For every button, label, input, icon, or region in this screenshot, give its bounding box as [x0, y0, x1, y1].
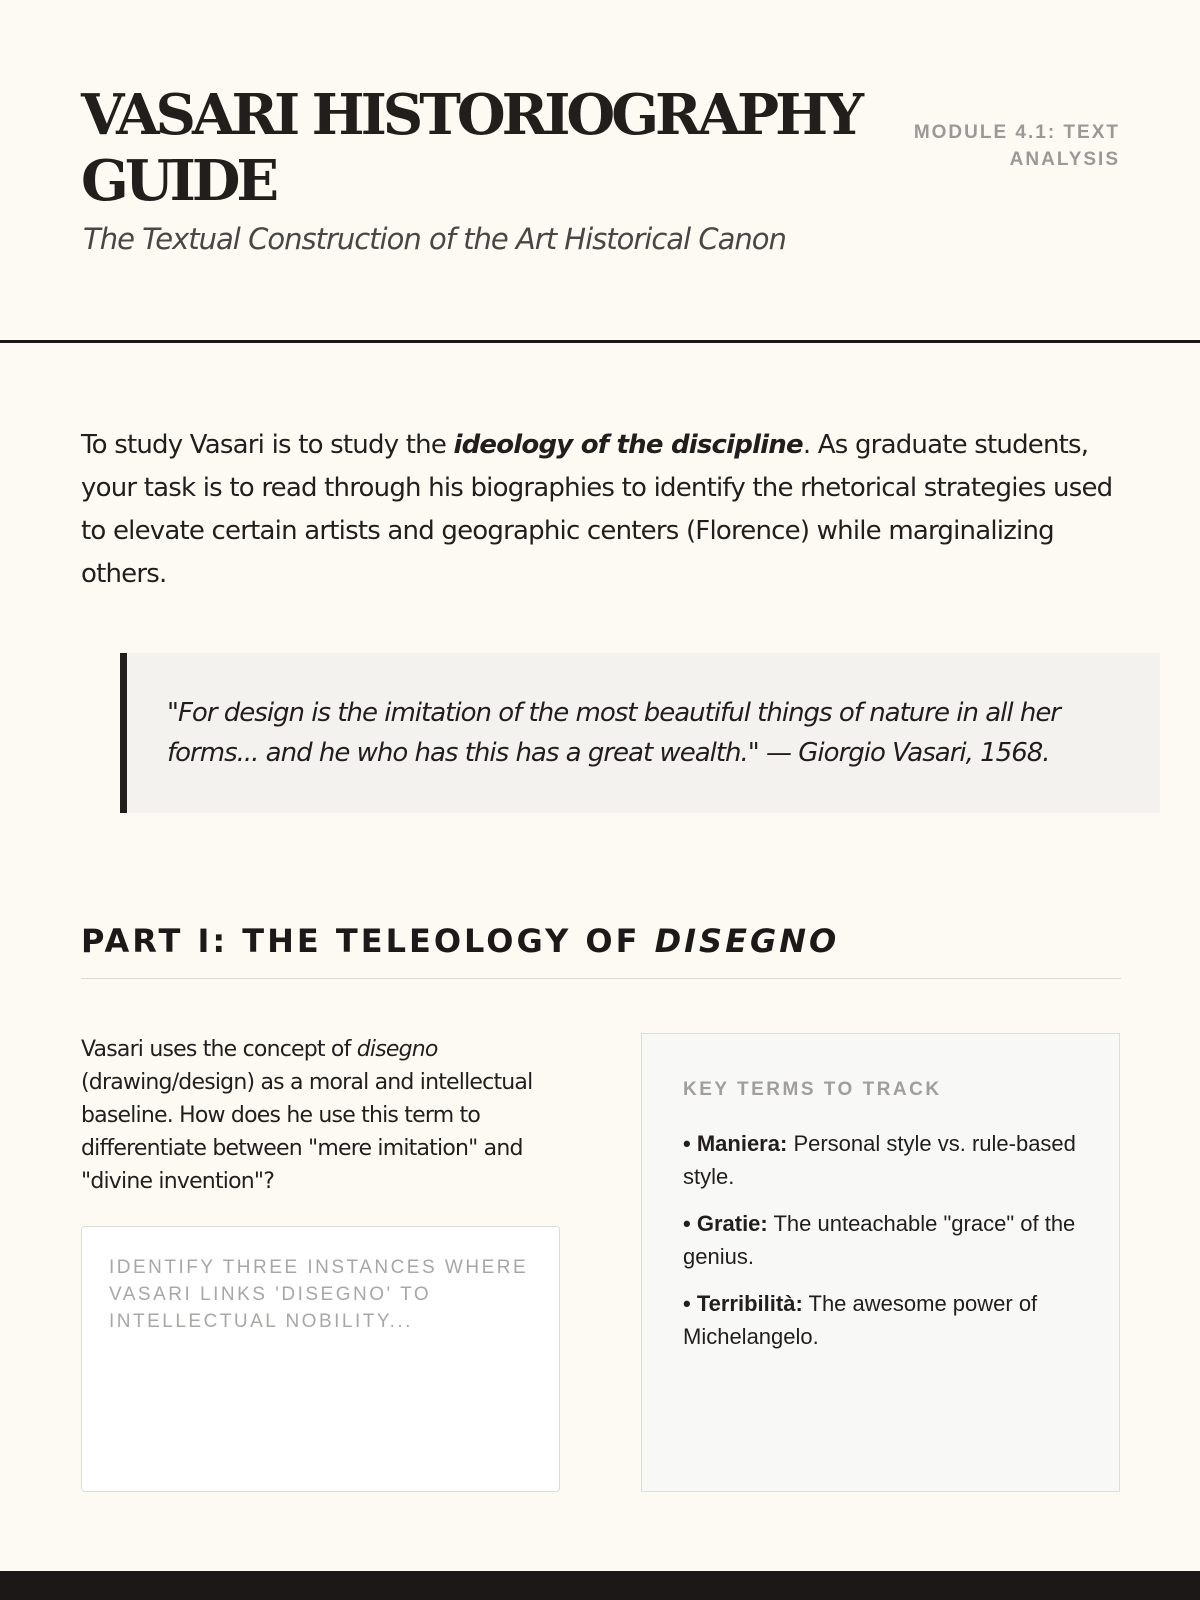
- key-terms-card: [641, 1033, 1120, 1492]
- question-emphasis: disegno: [356, 1037, 438, 1062]
- module-label: MODULE 4.1: TEXT ANALYSIS: [913, 122, 1120, 170]
- question-text-end: (drawing/design) as a moral and intellectual baseline. How does he use this term to differentiate between "mere imitation" and "divine invention"?: [81, 1070, 533, 1194]
- page-title: VASARI HISTORIOGRAPHY GUIDE: [81, 82, 860, 214]
- intro-paragraph: [81, 424, 1126, 596]
- key-term-name: Terribilità:: [696, 1291, 803, 1316]
- bullet-icon: •: [683, 1131, 691, 1156]
- bullet-icon: •: [683, 1291, 691, 1316]
- key-term-definition: The unteachable "grace" of the genius.: [683, 1211, 1076, 1269]
- intro-text-start: To study Vasari is to study the: [81, 430, 454, 460]
- answer-textarea[interactable]: [81, 1226, 560, 1492]
- part-one-heading-emphasis: DISEGNO: [654, 922, 840, 960]
- quote-text: "For design is the imitation of the most beautiful things of nature in all her forms... and he who has this has a great wealth." — Giorgio Vasari, 1568.: [167, 698, 1061, 768]
- key-term-item: [683, 1127, 1078, 1193]
- part-one-divider: [81, 978, 1121, 979]
- disegno-question: [81, 1033, 561, 1198]
- key-term-definition: Personal style vs. rule-based style.: [683, 1131, 1076, 1189]
- key-term-definition: The awesome power of Michelangelo.: [683, 1291, 1038, 1349]
- key-terms-list: [683, 1127, 1078, 1367]
- key-term-item: [683, 1207, 1078, 1273]
- part-one-heading-text: PART I: THE TELEOLOGY OF: [81, 922, 655, 960]
- intro-text-end: . As graduate students, your task is to read through his biographies to identify the rhetorical strategies used to elevate certain artists and geographic centers (Florence) while marginalizing others.: [81, 430, 1113, 589]
- vasari-quote: [120, 653, 1160, 813]
- page-header: [0, 0, 1200, 340]
- page-subtitle: The Textual Construction of the Art Historical Canon: [83, 222, 786, 256]
- footer-bar: [0, 1571, 1200, 1600]
- header-divider: [0, 340, 1200, 343]
- part-one-heading: [81, 918, 839, 964]
- key-term-name: Maniera:: [696, 1131, 788, 1156]
- key-term-name: Gratie:: [696, 1211, 768, 1236]
- intro-emphasis: ideology of the discipline: [453, 430, 803, 460]
- bullet-icon: •: [683, 1211, 691, 1236]
- key-term-item: [683, 1287, 1078, 1353]
- question-text-start: Vasari uses the concept of: [81, 1037, 357, 1062]
- key-terms-heading: KEY TERMS TO TRACK: [683, 1079, 942, 1100]
